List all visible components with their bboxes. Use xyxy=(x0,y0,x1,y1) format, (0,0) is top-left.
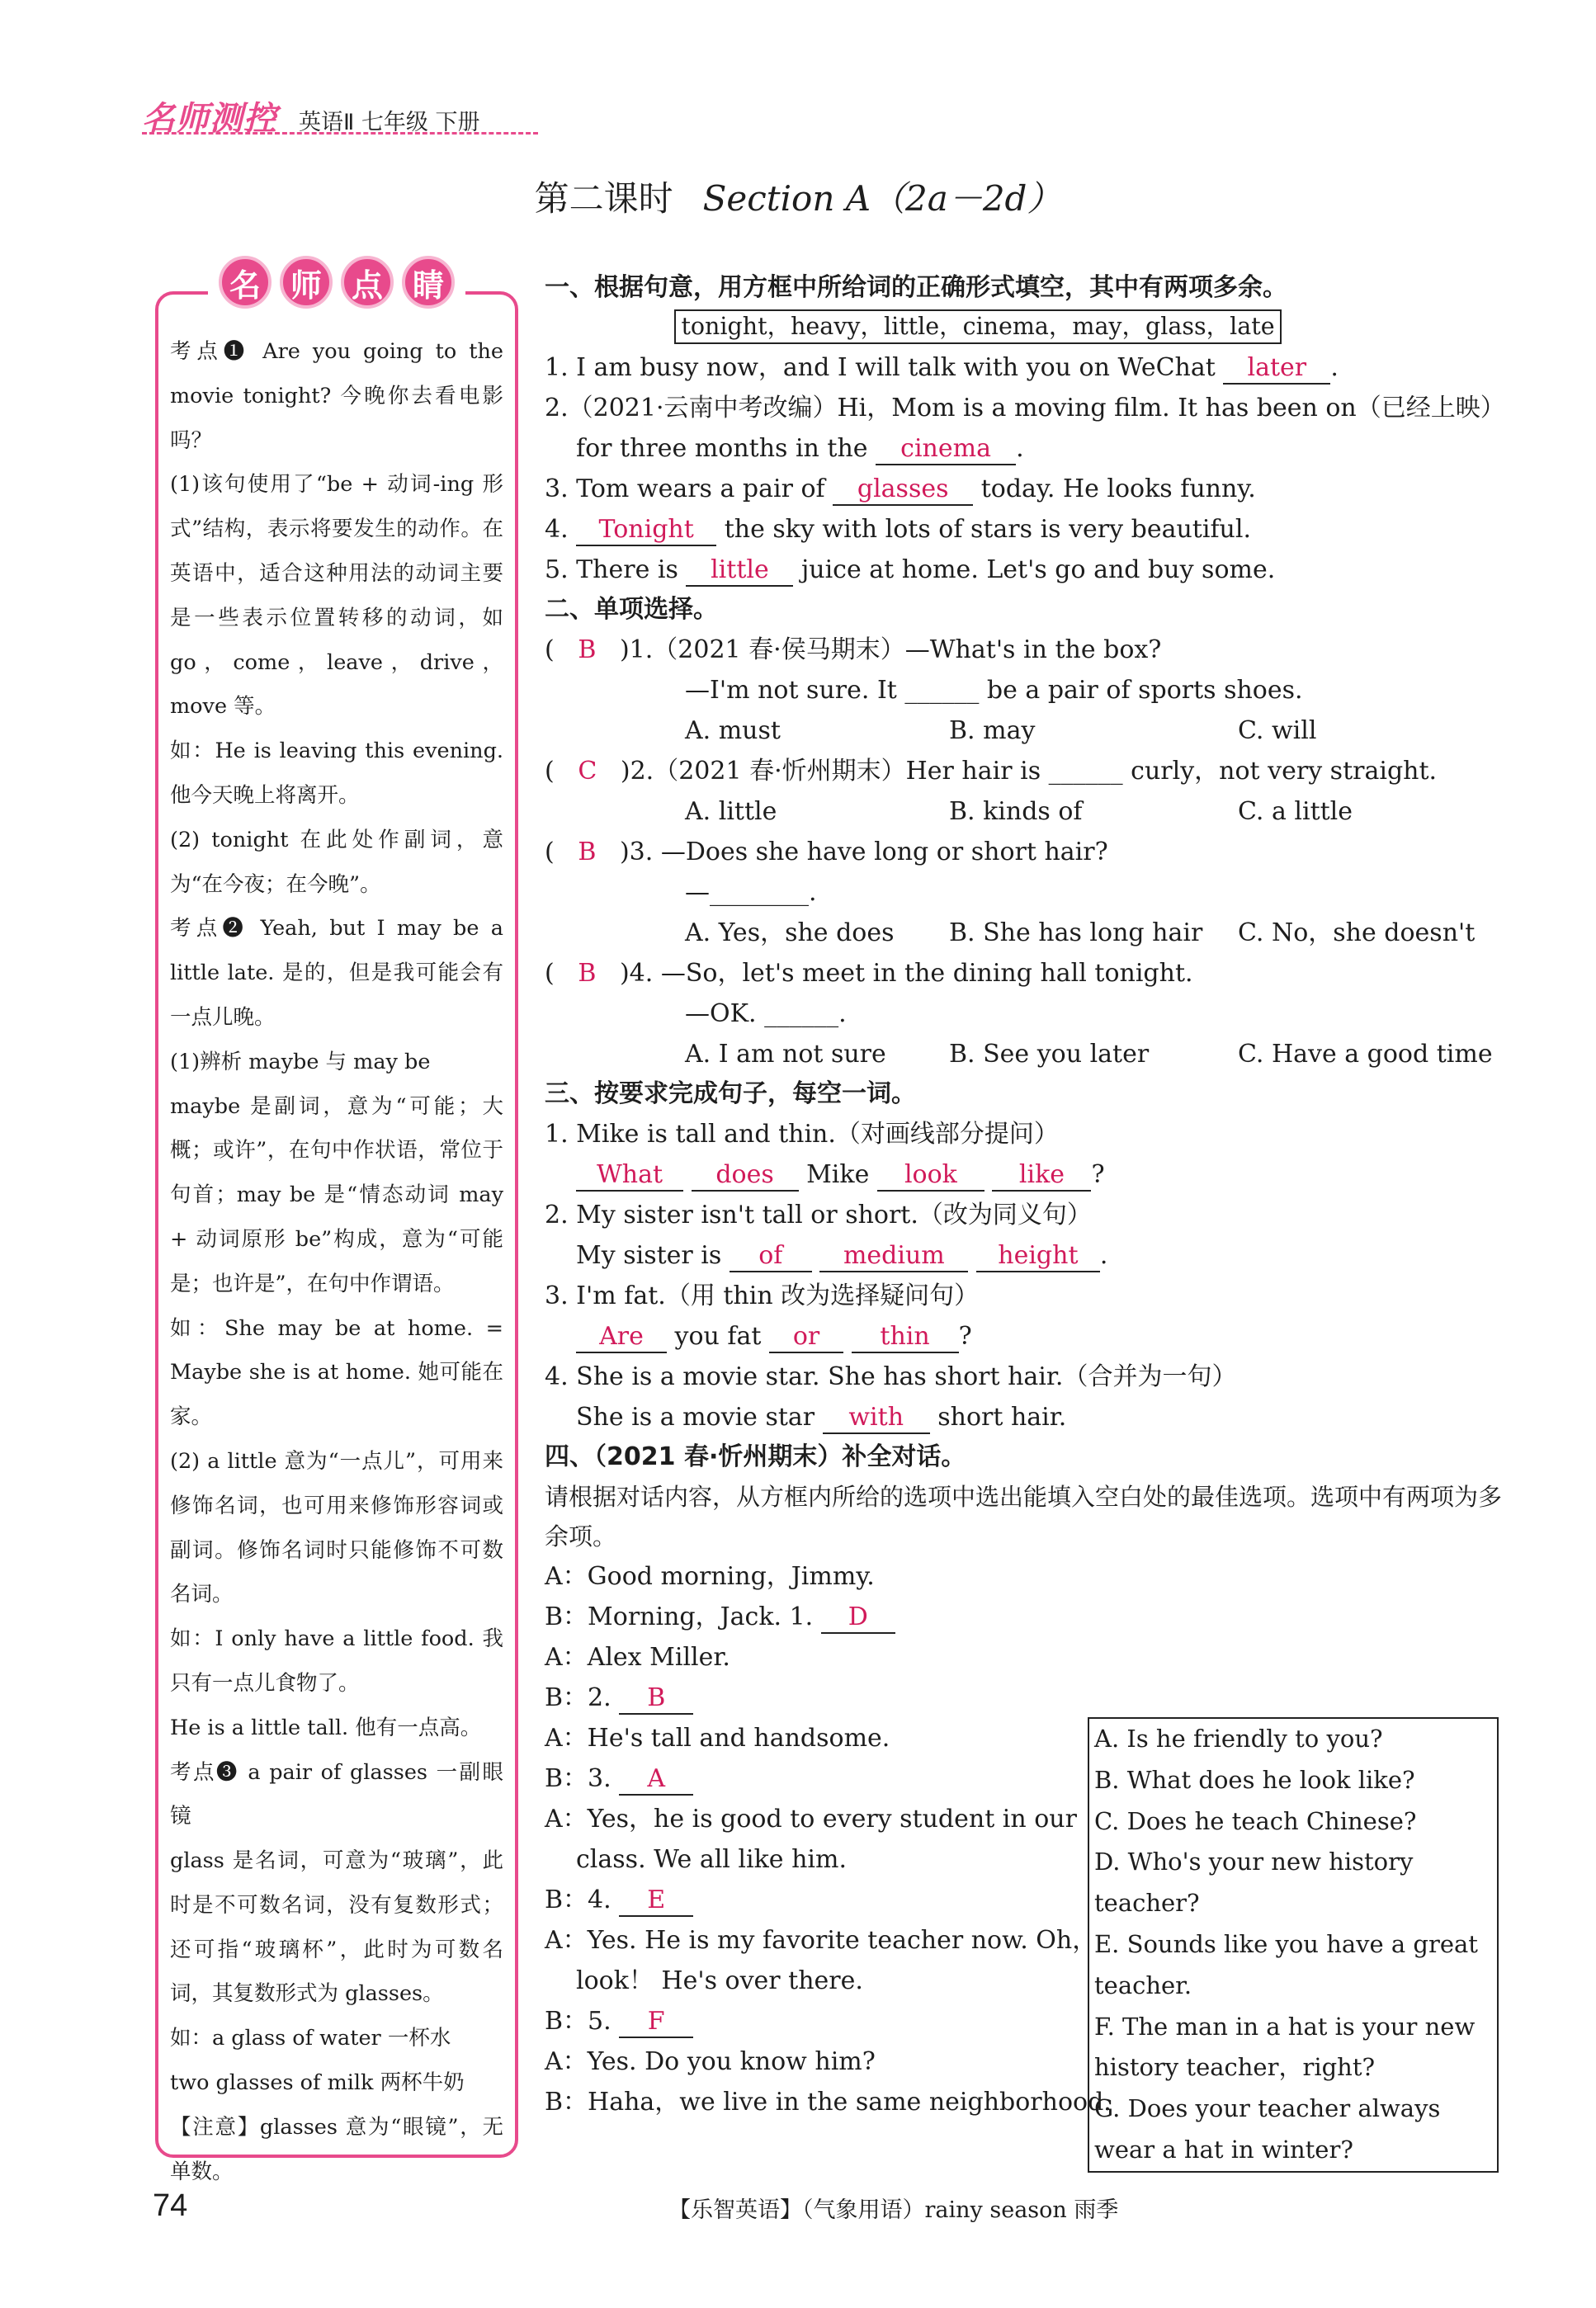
tip-paragraph: (1)辨析 maybe 与 may be xyxy=(170,1049,431,1074)
rewrite-answer-line: She is a movie star with short hair. xyxy=(545,1397,1510,1437)
answer-blank[interactable]: E xyxy=(619,1886,693,1917)
lesson-title-en: Section A（2a－2d） xyxy=(702,178,1062,219)
dialogue-option[interactable]: E. Sounds like you have a great teacher. xyxy=(1094,1929,1478,1999)
section-heading: 四、（2021 春·忻州期末）补全对话。 xyxy=(545,1442,966,1471)
dialogue-option[interactable]: B. What does he look like? xyxy=(1094,1765,1415,1794)
answer-blank[interactable]: F xyxy=(619,2007,693,2038)
mc-options xyxy=(545,710,1510,751)
answer-blank[interactable]: Tonight xyxy=(576,515,716,546)
option-a[interactable]: A. Yes，she does xyxy=(685,918,895,947)
dialogue-line: B：4. E xyxy=(545,1880,1073,1920)
tip-paragraph: 如：She may be at home. = Maybe she is at home. 她可能在家。 xyxy=(170,1315,503,1430)
answer-blank[interactable]: of xyxy=(730,1241,812,1272)
mc-answer[interactable]: C xyxy=(578,757,597,786)
dialogue-line: B：Morning，Jack. 1. D xyxy=(545,1597,1073,1637)
rewrite-answer-line: What does Mike look like ? xyxy=(545,1154,1510,1195)
tip-paragraph: 如：I only have a little food. 我只有一点儿食物了。 xyxy=(170,1626,503,1696)
dialogue-line: A：Alex Miller. xyxy=(545,1643,730,1672)
mc-answer[interactable]: B xyxy=(578,838,597,866)
mc-options xyxy=(545,1034,1510,1074)
word-box: tonight，heavy，little，cinema，may，glass，late xyxy=(674,309,1281,344)
answer-blank[interactable]: B xyxy=(619,1683,693,1715)
mc-answer[interactable]: B xyxy=(578,635,597,664)
question-line: 2.（2021·云南中考改编）Hi，Mom is a moving film. It has been on（已经上映） xyxy=(545,394,1505,422)
tip-paragraph: 考点❷ Yeah, but I may be a little late. 是的，但是我可能会有一点儿晚。 xyxy=(170,916,503,1030)
dialogue xyxy=(545,1556,1112,2122)
question-line: 1. I am busy now，and I will talk with you on WeChat later . xyxy=(545,347,1510,388)
dialogue-line: B：3. A xyxy=(545,1758,1073,1799)
answer-blank[interactable]: cinema xyxy=(876,434,1016,465)
dialogue-line: B：Haha，we live in the same neighborhood. xyxy=(545,2088,1112,2117)
question-line: 5. There is little juice at home. Let's go and buy some. xyxy=(545,550,1510,590)
tip-paragraph: 如：He is leaving this evening. 他今天晚上将离开。 xyxy=(170,739,503,808)
option-b[interactable]: B. See you later xyxy=(949,1040,1150,1069)
rewrite-prompt: 1. Mike is tall and thin.（对画线部分提问） xyxy=(545,1120,1059,1149)
mc-question-line: —________. xyxy=(685,878,817,907)
title-char: 师 xyxy=(280,256,333,309)
tip-paragraph: (1)该句使用了“be + 动词-ing 形式”结构，表示将要发生的动作。在英语中，适合这种用法的动词主要是一些表示位置转移的动词，如 go，come，leave，drive，move 等。 xyxy=(170,472,503,720)
tip-paragraph: He is a little tall. 他有一点高。 xyxy=(170,1715,482,1740)
answer-blank[interactable]: with xyxy=(823,1403,930,1434)
tip-paragraph: two glasses of milk 两杯牛奶 xyxy=(170,2070,465,2096)
teacher-tips-title xyxy=(208,256,465,319)
header-divider xyxy=(142,132,538,135)
answer-blank[interactable]: A xyxy=(619,1764,693,1796)
lesson-title xyxy=(0,172,1596,221)
dialogue-option[interactable]: D. Who's your new history teacher? xyxy=(1094,1848,1414,1918)
dialogue-line: B：2. B xyxy=(545,1678,1073,1718)
mc-options xyxy=(545,913,1510,953)
answer-blank[interactable]: look xyxy=(877,1160,985,1192)
tip-paragraph: 【注意】glasses 意为“眼镜”，无单数。 xyxy=(170,2114,503,2184)
dialogue-options-box xyxy=(1088,1717,1499,2173)
tip-paragraph: 如：a glass of water 一杯水 xyxy=(170,2026,451,2051)
tip-paragraph: glass 是名词，可意为“玻璃”，此时是不可数名词，没有复数形式；还可指“玻璃杯”，此时为可数名词，其复数形式为 glasses。 xyxy=(170,1848,503,2007)
dialogue-option[interactable]: F. The man in a hat is your new history teacher，right? xyxy=(1094,2012,1476,2082)
rewrite-answer-line: Are you fat or thin ? xyxy=(545,1316,1510,1357)
dialogue-line: A：Yes. He is my favorite teacher now. Oh， xyxy=(545,1926,1098,1955)
section-heading: 二、单项选择。 xyxy=(545,595,718,624)
dialogue-line: A：Good morning，Jimmy. xyxy=(545,1562,875,1591)
question-line: for three months in the cinema . xyxy=(545,428,1510,469)
mc-options xyxy=(545,791,1510,832)
mc-question: ( B )3. —Does she have long or short hair? xyxy=(545,838,1108,866)
rewrite-prompt: 2. My sister isn't tall or short.（改为同义句） xyxy=(545,1201,1092,1230)
title-char: 点 xyxy=(341,256,394,309)
answer-blank[interactable]: later xyxy=(1223,353,1330,385)
teacher-tips-body xyxy=(170,330,503,2194)
option-c[interactable]: C. will xyxy=(1238,716,1317,745)
answer-blank[interactable]: height xyxy=(976,1241,1100,1272)
answer-blank[interactable]: like xyxy=(992,1160,1091,1192)
option-b[interactable]: B. kinds of xyxy=(949,797,1083,826)
question-line: 4. Tonight the sky with lots of stars is very beautiful. xyxy=(545,509,1510,550)
answer-blank[interactable]: What xyxy=(576,1160,683,1192)
option-c[interactable]: C. Have a good time xyxy=(1238,1040,1493,1069)
dialogue-line: look！ He's over there. xyxy=(576,1966,863,1995)
rewrite-answer-line: My sister is of medium height . xyxy=(545,1235,1510,1276)
mc-question: ( B )1.（2021 春·侯马期末）—What's in the box? xyxy=(545,635,1162,664)
dialogue-option[interactable]: C. Does he teach Chinese? xyxy=(1094,1806,1417,1835)
option-b[interactable]: B. She has long hair xyxy=(949,918,1203,947)
option-c[interactable]: C. a little xyxy=(1238,797,1353,826)
section-heading: 三、按要求完成句子，每空一词。 xyxy=(545,1079,916,1108)
mc-question: ( B )4. —So，let's meet in the dining hall tonight. xyxy=(545,959,1193,988)
question-line: 3. Tom wears a pair of glasses today. He looks funny. xyxy=(545,469,1510,509)
dialogue-option[interactable]: G. Does your teacher always wear a hat in winter? xyxy=(1094,2094,1441,2164)
section-heading: 一、根据句意，用方框中所给词的正确形式填空，其中有两项多余。 xyxy=(545,273,1287,302)
tip-paragraph: 考点❸ a pair of glasses 一副眼镜 xyxy=(170,1759,503,1829)
mc-question: ( C )2.（2021 春·忻州期末）Her hair is ______ curly，not very straight. xyxy=(545,757,1438,786)
answer-blank[interactable]: glasses xyxy=(833,474,973,506)
lesson-title-cn: 第二课时 xyxy=(534,178,673,219)
answer-blank[interactable]: D xyxy=(821,1602,895,1634)
answer-blank[interactable]: or xyxy=(769,1322,843,1353)
answer-blank[interactable]: little xyxy=(686,555,793,587)
word-box-row xyxy=(446,309,1510,344)
mc-question-line: —OK. ______. xyxy=(685,999,847,1028)
dialogue-option[interactable]: A. Is he friendly to you? xyxy=(1094,1725,1383,1753)
mc-answer[interactable]: B xyxy=(578,959,597,988)
tip-paragraph: maybe 是副词，意为“可能；大概；或许”，在句中作状语，常位于句首；may be 是“情态动词 may + 动词原形 be”构成，意为“可能是；也许是”，在句中作谓语。 xyxy=(170,1093,503,1296)
answer-blank[interactable]: does xyxy=(692,1160,799,1192)
option-a[interactable]: A. I am not sure xyxy=(685,1040,886,1069)
dialogue-line: class. We all like him. xyxy=(576,1845,847,1874)
option-a[interactable]: A. must xyxy=(685,716,781,745)
option-a[interactable]: A. little xyxy=(685,797,777,826)
dialogue-line: A：Yes，he is good to every student in our xyxy=(545,1805,1077,1834)
section-instruction: 请根据对话内容，从方框内所给的选项中选出能填入空白处的最佳选项。选项中有两项为多余项。 xyxy=(545,1483,1503,1550)
tip-paragraph: 考点❶ Are you going to the movie tonight? 今晚你去看电影吗？ xyxy=(170,339,503,453)
book-subject: 英语Ⅱ 七年级 下册 xyxy=(299,110,480,135)
dialogue-line: B：5. F xyxy=(545,2001,1073,2041)
tip-paragraph: (2) tonight 在此处作副词，意为“在今夜；在今晚”。 xyxy=(170,827,503,897)
dialogue-line: A：He's tall and handsome. xyxy=(545,1724,890,1753)
answer-blank[interactable]: thin xyxy=(852,1322,959,1353)
brand-logo: 名师测控 xyxy=(142,100,277,138)
mc-question-line: —I'm not sure. It ______ be a pair of sports shoes. xyxy=(685,676,1303,705)
rewrite-prompt: 3. I'm fat.（用 thin 改为选择疑问句） xyxy=(545,1281,980,1310)
answer-blank[interactable]: medium xyxy=(819,1241,968,1272)
page-number: 74 xyxy=(153,2188,188,2223)
dialogue-line: A：Yes. Do you know him? xyxy=(545,2047,876,2076)
option-b[interactable]: B. may xyxy=(949,716,1036,745)
title-char: 名 xyxy=(219,256,272,309)
option-c[interactable]: C. No，she doesn't xyxy=(1238,918,1476,947)
title-char: 睛 xyxy=(402,256,455,309)
footer-note: 【乐智英语】（气象用语）rainy season 雨季 xyxy=(668,2197,1119,2223)
answer-blank[interactable]: Are xyxy=(576,1322,667,1353)
rewrite-prompt: 4. She is a movie star. She has short hair.（合并为一句） xyxy=(545,1362,1237,1391)
tip-paragraph: (2) a little 意为“一点儿”，可用来修饰名词，也可用来修饰形容词或副词。修饰名词时只能修饰不可数名词。 xyxy=(170,1448,503,1607)
